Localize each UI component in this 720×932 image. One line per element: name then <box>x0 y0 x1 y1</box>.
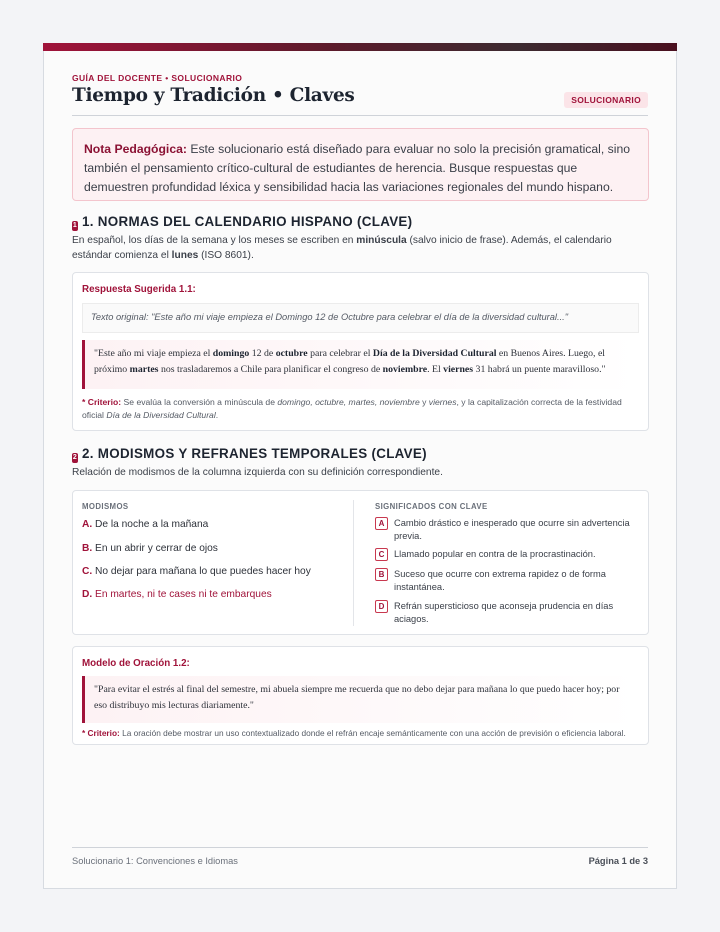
pedagogical-note <box>72 128 649 201</box>
criterion-part: , y la capitalización correcta de la festividad oficial <box>82 397 622 420</box>
section-1-marker: 1 <box>72 222 78 229</box>
criterion-italic: Día de la Diversidad Cultural <box>106 410 216 420</box>
quote-bold: noviembre <box>382 364 428 375</box>
idiom-letter: C. <box>82 566 93 577</box>
quote-bold: domingo <box>212 348 250 359</box>
answer-key-box: A <box>375 517 388 530</box>
desc-text: (ISO 8601). <box>198 249 254 261</box>
quote-text: . El <box>427 364 444 375</box>
meaning-item <box>375 548 635 561</box>
idiom-item <box>82 519 208 530</box>
quote-text: nos trasladaremos a Chile para planificar el congreso de <box>158 364 383 375</box>
idiom-item <box>82 589 272 600</box>
section-1-title <box>72 214 412 231</box>
desc-bold: minúscula <box>356 235 407 246</box>
meaning-item <box>375 568 635 594</box>
quote-bold: octubre <box>275 348 308 359</box>
criterion-italic: domingo, octubre, martes, noviembre <box>277 397 420 407</box>
criterion-part: y <box>419 397 429 407</box>
accent-bar <box>43 43 677 51</box>
suggested-quote <box>82 340 639 389</box>
meaning-text: Refrán supersticioso que aconseja prudencia en días aciagos. <box>394 601 614 624</box>
section-1-title-text: 1. NORMAS DEL CALENDARIO HISPANO (CLAVE) <box>82 214 413 229</box>
criterion-part: Se evalúa la conversión a minúscula de <box>121 397 278 407</box>
desc-text: En español, los días de la semana y los meses se escriben en <box>72 235 357 246</box>
card-label: Respuesta Sugerida 1.1: <box>82 284 196 295</box>
idiom-text: En un abrir y cerrar de ojos <box>95 543 218 554</box>
meanings-column-header: SIGNIFICADOS CON CLAVE <box>375 502 488 511</box>
desc-bold: lunes <box>171 249 199 261</box>
quote-text: en Buenos Aires. Luego, el próximo <box>94 348 606 375</box>
status-badge: SOLUCIONARIO <box>564 92 648 108</box>
idioms-matching-card <box>72 490 649 635</box>
answer-key-box: C <box>375 548 388 561</box>
section-2-description: Relación de modismos de la columna izquierda con su definición correspondiente. <box>72 467 443 478</box>
desc-text: (salvo inicio de frase). Además, el calendario estándar comienza el <box>72 235 612 261</box>
page-number: Página 1 de 3 <box>588 856 648 866</box>
meaning-item <box>375 600 635 626</box>
quote-text: "Este año mi viaje empieza el <box>94 348 213 359</box>
idiom-item <box>82 543 218 554</box>
column-divider <box>353 500 354 626</box>
criterion-text <box>82 727 639 740</box>
note-label: Nota Pedagógica: <box>84 142 187 156</box>
quote-text: para celebrar el <box>307 348 373 359</box>
idiom-text: No dejar para mañana lo que puedes hacer hoy <box>95 566 311 577</box>
document-page <box>43 43 677 889</box>
footer-divider <box>72 847 648 848</box>
meaning-text: Llamado popular en contra de la procrastinación. <box>394 549 596 559</box>
quote-bold: Día de la Diversidad Cultural <box>372 348 497 359</box>
meaning-item <box>375 517 635 543</box>
criterion-label: * Criterio: <box>82 397 122 407</box>
suggested-answer-card <box>72 272 649 431</box>
page-title: Tiempo y Tradición • Claves <box>72 85 355 106</box>
idiom-text: En martes, ni te cases ni te embarques <box>95 589 272 600</box>
criterion-italic: viernes <box>428 397 457 407</box>
card-label: Modelo de Oración 1.2: <box>82 658 190 669</box>
quote-bold: viernes <box>443 364 474 375</box>
quote-text: 31 habrá un puente maravilloso." <box>473 364 606 375</box>
meaning-text: Suceso que ocurre con extrema rapidez o de forma instantánea. <box>394 569 606 592</box>
section-2-title <box>72 446 427 463</box>
original-text: Texto original: "Este año mi viaje empieza el Domingo 12 de Octubre para celebrar el día de la diversidad cultural..." <box>82 303 639 333</box>
answer-key-box: B <box>375 568 388 581</box>
criterion-part: . <box>215 410 219 420</box>
idiom-letter: A. <box>82 519 93 530</box>
idiom-item <box>82 566 311 577</box>
header-divider <box>72 115 648 116</box>
idioms-column-header: MODISMOS <box>82 502 129 511</box>
quote-text: 12 de <box>249 348 276 359</box>
quote-bold: martes <box>129 364 159 375</box>
criterion-label: * Criterio: <box>82 728 120 738</box>
model-sentence-card <box>72 646 649 745</box>
idiom-letter: B. <box>82 543 93 554</box>
meaning-text: Cambio drástico e inesperado que ocurre sin advertencia previa. <box>394 518 630 541</box>
note-text: Este solucionario está diseñado para evaluar no solo la precisión gramatical, sino también el pensamiento crítico-cultural de estudiantes de herencia. Busque respuestas que demuestren profundidad léxica y sensibilidad hacia las variaciones regionales del mundo hispano. <box>84 142 631 194</box>
idiom-letter: D. <box>82 589 93 600</box>
model-quote: "Para evitar el estrés al final del semestre, mi abuela siempre me recuerda que no debo dejar para mañana lo que puedo hacer hoy; por eso distribuyo mis lecturas diariamente." <box>82 676 639 723</box>
section-2-title-text: 2. MODISMOS Y REFRANES TEMPORALES (CLAVE) <box>82 446 427 461</box>
section-2-marker: 2 <box>72 454 78 461</box>
idiom-text: De la noche a la mañana <box>95 519 209 530</box>
answer-key-box: D <box>375 600 388 613</box>
criterion-text <box>82 396 639 422</box>
eyebrow-label: GUÍA DEL DOCENTE • SOLUCIONARIO <box>72 73 243 83</box>
footer-title: Solucionario 1: Convenciones e Idiomas <box>72 856 238 866</box>
section-1-description <box>72 234 650 263</box>
criterion-part: La oración debe mostrar un uso contextualizado donde el refrán encaje semánticamente con una acción de previsión o eficiencia laboral. <box>119 728 626 738</box>
